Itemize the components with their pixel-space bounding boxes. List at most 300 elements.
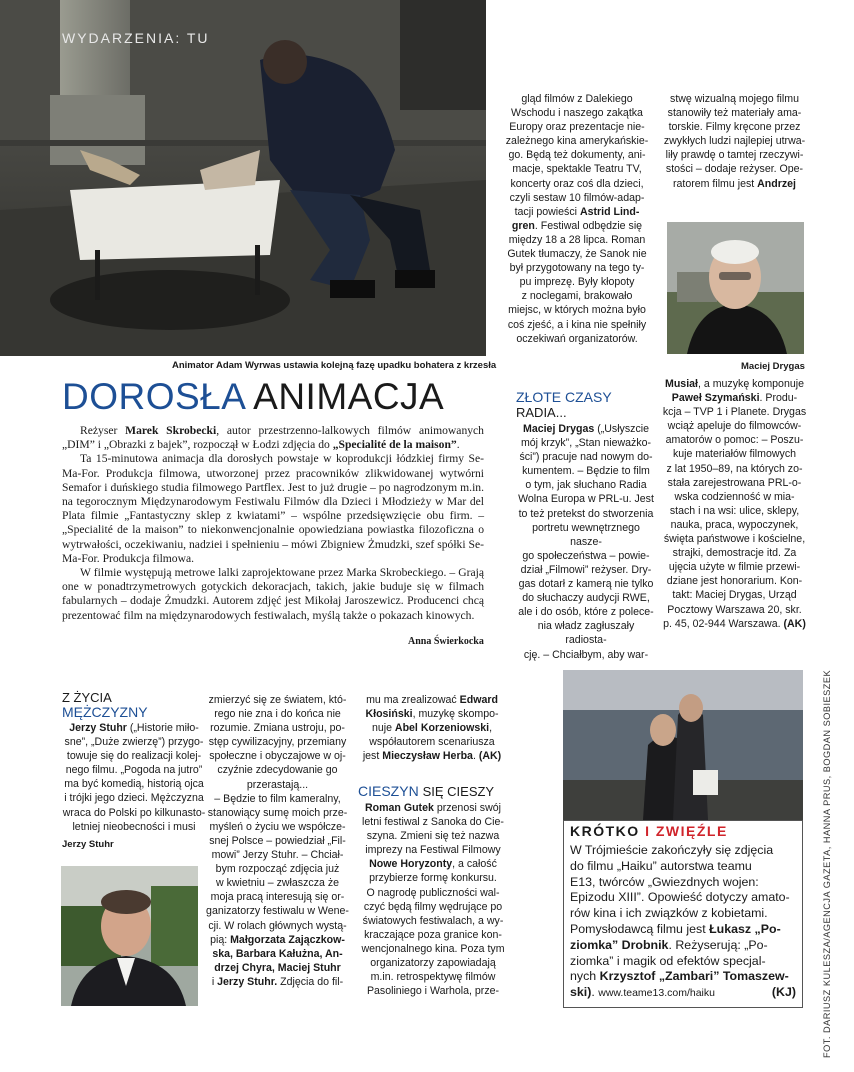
article-text-run: .: [456, 438, 460, 452]
text-line: [497, 332, 657, 346]
text-line: [358, 815, 508, 829]
cieszyn-section: [358, 784, 508, 998]
radio-section: [516, 390, 656, 662]
text-run: zależnego kina amerykańskie-: [505, 135, 649, 148]
text-line: [497, 275, 657, 289]
text-line: [205, 792, 350, 806]
box-run: E13, twórców „Gwiezdnych wojen:: [570, 874, 759, 889]
text-line: [358, 871, 508, 885]
bold-name: Abel Korzeniowski: [394, 722, 490, 735]
text-run: Pocztowy Warszawa 20, skr.: [667, 603, 802, 616]
text-run: myśleń o życiu we współcze-: [209, 820, 346, 833]
stuhr-photo: [61, 866, 198, 1006]
text-run: Europy oraz prezentacje nie-: [509, 121, 645, 134]
text-run: był przygotowany na tego ty-: [509, 262, 645, 275]
text-run: Zdjęcia do fil-: [277, 975, 344, 988]
text-run: torskie. Filmy kręcone przez: [668, 121, 801, 134]
text-run: O nagrodę publiczności wal-: [366, 886, 500, 899]
radio-heading: ZŁOTE CZASY RADIA...: [516, 389, 612, 420]
text-line: [516, 577, 656, 591]
text-line: [662, 177, 807, 191]
text-line: [662, 405, 807, 419]
text-line: [358, 843, 508, 857]
box-run: do filmu „Haiku” autorstwa teamu: [570, 858, 752, 873]
box-bold: Łukasz „Po-: [709, 921, 781, 936]
text-line: [205, 749, 350, 763]
text-run: ści”) pracuje nad nowym do-: [519, 451, 653, 464]
article-text-run: Marek Skrobecki: [125, 424, 217, 437]
box-run: nych: [570, 969, 600, 984]
box-run: W Trójmieście zakończyły się zdjęcia: [570, 843, 774, 857]
festival-column: [497, 92, 657, 346]
text-line: [662, 391, 807, 405]
text-run: to też pretekst do stworzenia: [518, 507, 654, 520]
text-run: z lat 1950–89, na których zo-: [666, 462, 803, 475]
text-line: [358, 984, 508, 998]
text-line: [516, 521, 656, 549]
text-line: [205, 820, 350, 834]
drygas-caption: Maciej Drygas: [741, 361, 805, 372]
animator-photo-illustration: [0, 0, 486, 356]
text-run: koncerty oraz coś dla dzieci,: [510, 177, 644, 190]
text-line: [205, 848, 350, 862]
text-line: [62, 791, 206, 805]
text-run: zwykłych ludzi najlepiej utrwa-: [663, 135, 806, 148]
text-run: mój krzyk”, „Stan nieważko-: [520, 437, 652, 450]
text-line: [662, 603, 807, 617]
text-line: [205, 778, 350, 792]
text-run: przerastają...: [246, 778, 309, 791]
text-run: wencjonalnego kina. Poza tym: [361, 942, 505, 955]
text-run: stości – dodaje reżyser. Ope-: [665, 163, 804, 176]
box-bold: ski): [570, 985, 592, 1000]
bold-name: Roman Gutek: [365, 802, 434, 814]
text-run: wciąż apeluje do filmowców-: [667, 420, 802, 433]
text-line: [516, 436, 656, 450]
text-line: [516, 549, 656, 563]
text-run: pią:: [210, 933, 231, 946]
box-line: [570, 875, 796, 891]
text-line: [497, 191, 657, 205]
text-run: („Historie miło-: [126, 722, 199, 734]
text-line: [516, 605, 656, 619]
text-line: [62, 820, 206, 834]
text-line: [662, 148, 807, 162]
text-run: strajki, demostracje itd. Za: [672, 547, 797, 560]
box-line: [570, 985, 796, 1002]
text-run: i: [211, 975, 218, 988]
box-run: rów kina i ich związków z kobietami.: [570, 906, 768, 921]
text-line: [205, 904, 350, 918]
text-line: [662, 560, 807, 574]
stuhr-photo-illustration: [61, 866, 198, 1006]
cieszyn-heading: CIESZYN SIĘ CIESZY: [358, 783, 495, 799]
text-run: o tym, jak słuchano Radia: [525, 479, 647, 492]
text-run: przenosi swój: [433, 802, 501, 814]
text-run: wraca do Polski po kilkunasto-: [62, 806, 206, 819]
text-line: [205, 890, 350, 904]
text-run: organizatorzy zapowiadają: [370, 957, 496, 970]
zycie-heading: Z ŻYCIA MĘŻCZYZNY: [62, 690, 148, 720]
text-run: ujęcia użyte w filmie przewi-: [668, 561, 801, 574]
text-run: kcja – TVP 1 i Planete. Drygas: [662, 406, 807, 419]
text-run: i trójki jego dzieci. Mężczyzna: [64, 792, 204, 805]
box-line: [570, 938, 796, 954]
box-line: [570, 922, 796, 938]
photo-credit: FOT. DARIUSZ KULESZA/AGENCJA GAZETA, HANNA PRUS, BOGDAN SOBIESZEK: [822, 669, 832, 1058]
text-line: [357, 707, 507, 721]
text-line: [516, 619, 656, 647]
text-run: Gutek tłumaczy, że Sanok nie: [507, 248, 647, 261]
text-line: [662, 504, 807, 518]
text-line: [357, 721, 507, 735]
text-line: [662, 162, 807, 176]
bold-name: Musiał: [665, 378, 698, 390]
box-bold: Krzysztof „Zambari” Tomaszew-: [599, 969, 789, 984]
text-line: [497, 261, 657, 275]
headline-part1: DOROSŁA: [62, 376, 245, 417]
bold-name: Paweł Szymański: [671, 392, 760, 405]
text-line: [516, 422, 656, 436]
text-line: [358, 801, 508, 815]
text-line: [662, 574, 807, 588]
section-tag: WYDARZENIA: TU: [62, 30, 210, 46]
bold-name: Mieczysław Herba: [382, 750, 473, 763]
main-article-text: [62, 424, 484, 623]
text-run: cję. – Chciałbym, aby war-: [523, 648, 649, 661]
text-line: [497, 92, 657, 106]
text-line: [358, 857, 508, 871]
text-run: („Usłyszcie: [594, 423, 649, 435]
text-run: letniej nieobecności i musi: [72, 820, 196, 833]
text-line: [205, 947, 350, 961]
text-run: czyli sestaw 10 filmów-adap-: [509, 191, 645, 204]
box-line: [570, 906, 796, 922]
box-text: [570, 843, 796, 1002]
text-run: p. 45, 02-944 Warszawa.: [663, 617, 784, 630]
text-run: , a muzykę komponuje: [697, 378, 804, 390]
drygas-column-top: [662, 92, 807, 191]
text-run: szyna. Zmieni się też nazwa: [366, 830, 500, 843]
text-run: przybierze formę konkursu.: [369, 872, 497, 885]
text-run: nuje: [371, 722, 395, 735]
text-line: [497, 289, 657, 303]
box-bold: ziomka” Drobnik: [570, 937, 669, 952]
text-line: [516, 450, 656, 464]
text-line: [497, 134, 657, 148]
text-line: [205, 919, 350, 933]
bold-name: Nowe Horyzonty: [369, 858, 453, 871]
box-line: [570, 890, 796, 906]
text-run: sne”, „Duże zwierzę”) przygo-: [64, 736, 204, 749]
name-astrid: gren: [511, 219, 535, 232]
text-line: [358, 900, 508, 914]
text-run: wska codzienność w mia-: [674, 490, 795, 503]
text-line: [662, 433, 807, 447]
text-line: [497, 303, 657, 317]
drygas-photo: [667, 222, 804, 354]
article-text-run: W filmie występują metrowe lalki zaprojektowane przez Marka Skrobeckiego. – Grają one w ponadtrzymetrowych gotyckich dekoracjach, takich, jakie buduje się w filmach fabularnych – dodaje Żmudzki. Autorem zdjęć jest Mikołaj Jaroszewicz. Producenci chcą prezentować film na międzynarodowych festiwalach, myślą także o pokazach kinowych.: [62, 566, 484, 622]
text-run: – Będzie to film kameralny,: [214, 792, 341, 805]
text-line: [205, 721, 350, 735]
text-run: imprezy na Festiwal Filmowy: [365, 844, 501, 857]
article-text-run: „Specialité de la maison”: [332, 438, 457, 452]
text-line: [516, 563, 656, 577]
text-run: go społeczeństwa – powie-: [522, 549, 650, 562]
text-run: Wschodu i naszego zakątka: [511, 107, 643, 120]
text-run: macje, spektakle Teatru TV,: [512, 163, 642, 176]
text-run: kumentem. – Będzie to film: [522, 465, 650, 478]
article-paragraph: [62, 452, 484, 566]
text-run: Pasoliniego i Warhola, prze-: [366, 985, 500, 998]
text-line: [662, 518, 807, 532]
text-line: [205, 862, 350, 876]
text-run: moja pracą interesują się or-: [210, 891, 345, 904]
box-line: [570, 843, 796, 859]
text-run: dziane jest honorarium. Kon-: [666, 575, 803, 588]
text-line: [662, 92, 807, 106]
drygas-photo-illustration: [667, 222, 804, 354]
article-paragraph: [62, 424, 484, 452]
text-line: [357, 749, 507, 763]
text-line: [516, 507, 656, 521]
text-run: kuje materiałów filmowych: [672, 448, 797, 461]
text-line: [358, 956, 508, 970]
text-run: stanowiły też materiały ama-: [667, 107, 802, 120]
haiku-photo: [563, 670, 803, 820]
text-line: [516, 478, 656, 492]
text-line: [62, 763, 206, 777]
text-run: jest: [362, 750, 383, 763]
text-line: [62, 735, 206, 749]
text-run: bym rozpocząć zdjęcia już: [215, 863, 340, 876]
text-run: cji. W rolach głównych wystą-: [208, 919, 347, 932]
text-run: mu ma zrealizować: [366, 694, 460, 706]
text-run: tacji powieści: [514, 205, 580, 218]
article-text-run: Reżyser: [80, 424, 126, 437]
text-run: społeczne i obyczajowe w oj-: [209, 750, 346, 763]
headline: [62, 378, 444, 415]
text-line: [205, 707, 350, 721]
article-paragraph: [62, 566, 484, 623]
text-line: [662, 134, 807, 148]
text-run: nia władz zagłuszały radiosta-: [537, 620, 635, 647]
text-run: nego filmu. „Pogoda na jutro”: [65, 764, 203, 777]
text-run: rozumie. Zmiana ustroju, po-: [210, 722, 345, 735]
text-line: [205, 961, 350, 975]
text-line: [662, 546, 807, 560]
box-line: [570, 954, 796, 970]
byline: Anna Świerkocka: [408, 636, 484, 647]
bold-name: Edward: [459, 694, 498, 706]
text-run: zmierzyć się ze światem, któ-: [208, 694, 347, 706]
text-run: między 18 a 28 lipca. Roman: [508, 233, 646, 246]
text-run: . Produ-: [759, 392, 798, 405]
short-news-box: [563, 820, 803, 1008]
text-run: czyć będą filmy wędrujące po: [363, 900, 503, 913]
text-run: ma być komedią, historią ojca: [64, 778, 204, 791]
stuhr-continuation: [205, 693, 350, 989]
photo-caption: Animator Adam Wyrwas ustawia kolejną fazę upadku bohatera z krzesła: [172, 360, 497, 371]
box-run: Pomysłodawcą filmu jest: [570, 921, 710, 936]
name-astrid: Astrid Lind-: [579, 205, 640, 218]
text-run: amatorów o pomoc: – Poszu-: [665, 434, 804, 447]
text-line: [358, 928, 508, 942]
box-run: ziomka” i magik od efektów specjal-: [570, 953, 766, 968]
text-line: [516, 648, 656, 662]
text-run: dział „Filmowi” reżyser. Dry-: [520, 563, 652, 576]
text-run: takt: Maciej Drygas, Urząd: [672, 589, 797, 602]
text-line: [62, 749, 206, 763]
author-initials: (AK): [478, 750, 502, 763]
haiku-photo-illustration: [563, 670, 803, 820]
text-line: [205, 763, 350, 777]
text-run: gląd filmów z Dalekiego: [521, 93, 633, 105]
text-run: go. Będą też dokumenty, ani-: [508, 149, 646, 162]
text-line: [497, 177, 657, 191]
text-line: [662, 120, 807, 134]
text-run: stach i na wsi: ulice, sklepy,: [669, 504, 800, 517]
text-line: [497, 233, 657, 247]
article-text-run: , autor przestrzenno-lalkowych filmów animowanych „DIM” i „Obrazki z bajek”, rozpoczął w Łodzi zdjęcia do: [62, 424, 484, 452]
text-run: , muzykę skompo-: [412, 708, 499, 721]
text-run: stęp cywilizacyjny, przemiany: [208, 736, 347, 749]
author-initials: (KJ): [771, 985, 796, 1000]
text-line: [205, 975, 350, 989]
text-run: kraczające poza granice kon-: [364, 928, 502, 941]
text-line: [358, 942, 508, 956]
text-run: m.in. retrospektywę filmów: [370, 971, 496, 984]
text-line: [358, 970, 508, 984]
text-line: [497, 318, 657, 332]
text-line: [62, 721, 206, 735]
text-run: czyźnie zdecydowanie go: [217, 764, 338, 777]
text-line: [357, 735, 507, 749]
text-line: [358, 886, 508, 900]
text-run: , a całość: [452, 858, 497, 871]
bold-name: Jerzy Stuhr: [69, 722, 127, 734]
box-run: . Reżyserują: „Po-: [668, 937, 768, 952]
klosinski-section: [357, 693, 507, 763]
text-line: [497, 120, 657, 134]
cieszyn-text: [358, 801, 508, 998]
zycie-section: [62, 690, 206, 852]
text-line: [497, 162, 657, 176]
zycie-text: [62, 721, 206, 834]
text-run: . Festiwal odbędzie się: [534, 219, 643, 232]
text-line: [662, 490, 807, 504]
text-line: [358, 829, 508, 843]
text-run: w kwietniu – zwłaszcza że: [215, 877, 340, 890]
text-run: oczekiwań organizatorów.: [516, 332, 638, 345]
text-run: współautorem scenariusza: [369, 736, 495, 749]
cast-name: ska, Barbara Kałużna, An-: [212, 947, 343, 960]
text-run: stwę wizualną mojego filmu: [670, 93, 799, 105]
text-line: [497, 148, 657, 162]
box-line: [570, 969, 796, 985]
text-run: Wolna Europa w PRL-u. Jest: [518, 493, 654, 506]
text-line: [497, 106, 657, 120]
text-run: światowych festiwalach, a wy-: [362, 914, 504, 927]
text-line: [662, 532, 807, 546]
text-run: ale i do osób, które z polece-: [518, 606, 654, 619]
text-run: do słuchaczy audycji RWE,: [522, 592, 650, 605]
text-run: ratorem filmu jest: [672, 177, 758, 190]
text-line: [205, 806, 350, 820]
text-run: z noclegami, brakowało: [521, 290, 633, 303]
text-line: [662, 476, 807, 490]
text-line: [662, 419, 807, 433]
text-run: portretu wewnętrznego nasze-: [532, 521, 640, 548]
text-line: [62, 777, 206, 791]
cast-name: drzej Chyra, Maciej Stuhr: [214, 961, 341, 974]
text-run: .: [472, 750, 479, 763]
text-line: [205, 735, 350, 749]
text-line: [62, 806, 206, 820]
box-line: [570, 859, 796, 875]
drygas-column-bottom: [662, 377, 807, 631]
article-text-run: Ta 15-minutowa animacja dla dorosłych powstaje w koprodukcji łódzkiej firmy Se-Ma-For. Produkcja filmowa, utworzonej przez pracowników zlikwidowanej wytwórni Semafor i duńskiego studia filmowego Partflex. Jest to już drugie – po nagrodzonym m.in. na tegorocznym Międzynarodowym Festiwalu Filmów dla Dzieci i Młodzieży w Mar del Plata filmie „Fantastyczny sklep z kwiatami” – wspólne przedsięwzięcie obu firm. – „Specialité de la maison” to niekonwencjonalnie opowiedziana powiastka filozoficzna o wytrwałości, oczekiwaniu, nadziei i spełnieniu – mówi Zbigniew Żmudzki, szef spółki Se-Ma-For. Produkcja filmowa.: [62, 452, 484, 565]
text-run: stała zarejestrowana PRL-o-: [667, 476, 802, 489]
author-initials: (AK): [783, 617, 806, 630]
bold-name: Maciej Drygas: [523, 423, 595, 435]
text-line: [662, 106, 807, 120]
text-line: [497, 205, 657, 219]
text-line: [205, 933, 350, 947]
text-line: [662, 617, 807, 631]
text-line: [497, 219, 657, 233]
text-run: snej Polsce – powiedział „Fil-: [209, 834, 346, 847]
name-andrzej: Andrzej: [757, 177, 797, 190]
text-line: [662, 377, 807, 391]
text-run: rego nie zna i do końca nie: [214, 708, 341, 721]
text-run: ,: [489, 722, 493, 735]
text-line: [205, 876, 350, 890]
animator-photo: [0, 0, 486, 356]
text-line: [662, 447, 807, 461]
text-run: święta państwowe i kościelne,: [663, 533, 806, 546]
text-run: nauka, praca, wypoczynek,: [670, 518, 799, 531]
text-run: coś zjeść, a i kina nie spełniły: [507, 318, 647, 331]
text-run: letni festiwal z Sanoka do Cie-: [362, 816, 504, 829]
text-run: stanowiący sumę moich prze-: [207, 806, 348, 819]
stuhr-caption: Jerzy Stuhr: [62, 838, 114, 850]
text-line: [357, 693, 507, 707]
text-run: ganizatorzy festiwalu w Wene-: [206, 905, 349, 918]
text-run: liły prawdę o tamtej rzeczywi-: [665, 149, 804, 162]
text-line: [662, 462, 807, 476]
box-run: .: [591, 985, 599, 1000]
text-line: [497, 247, 657, 261]
box-title: KRÓTKO I ZWIĘŹLE: [570, 823, 728, 839]
text-run: gas dotarł z kamerą nie tylko: [518, 578, 654, 591]
bold-name: Kłosiński: [365, 708, 413, 721]
text-run: towuje się do realizacji kolej-: [66, 750, 202, 763]
text-line: [662, 588, 807, 602]
text-run: mowi” Jerzy Stuhr. – Chciał-: [211, 849, 344, 862]
text-line: [516, 464, 656, 478]
text-line: [205, 693, 350, 707]
text-run: pu imprezę. Były kłopoty: [519, 276, 635, 289]
radio-text: [516, 422, 656, 662]
box-run: Epizodu XIII”. Opowieść dotyczy amato-: [570, 890, 790, 905]
box-url[interactable]: www.teame13.com/haiku: [598, 987, 715, 1000]
text-line: [358, 914, 508, 928]
headline-part2: ANIMACJA: [253, 376, 445, 417]
text-line: [205, 834, 350, 848]
text-run: miejsc, w których można było: [508, 304, 646, 317]
cast-name: Małgorzata Zajączkow-: [230, 933, 345, 946]
